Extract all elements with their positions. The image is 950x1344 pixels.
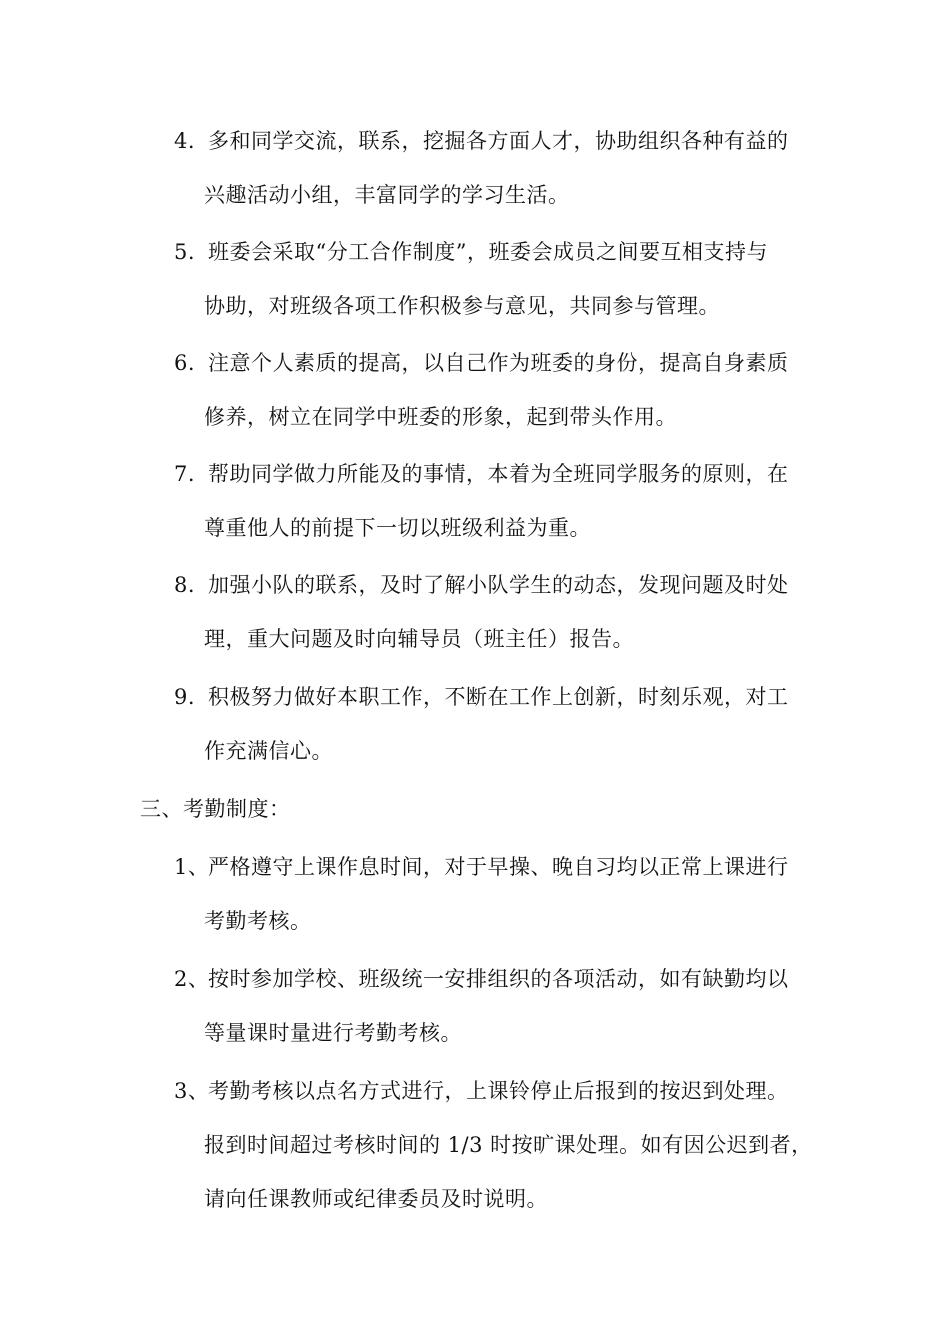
list-item-continuation: 等量课时量进行考勤考核。 bbox=[204, 1021, 462, 1045]
list-item-text: 积极努力做好本职工作，不断在工作上创新，时刻乐观，对工 bbox=[208, 685, 789, 709]
list-item-text: 加强小队的联系，及时了解小队学生的动态，发现问题及时处 bbox=[208, 573, 789, 597]
list-item-continuation: 作充满信心。 bbox=[204, 739, 333, 763]
list-item-line bbox=[174, 126, 789, 156]
list-item-continuation: 报到时间超过考核时间的 1/3 时按旷课处理。如有因公迟到者， bbox=[204, 1133, 813, 1157]
list-item-number: 3、 bbox=[174, 1079, 210, 1103]
list-item-line bbox=[174, 1076, 789, 1106]
list-item-text: 考勤考核以点名方式进行，上课铃停止后报到的按迟到处理。 bbox=[208, 1079, 789, 1103]
list-item-continuation: 协助，对班级各项工作积极参与意见，共同参与管理。 bbox=[204, 294, 720, 318]
list-item-number: 1、 bbox=[174, 855, 210, 879]
list-item-text: 注意个人素质的提高，以自己作为班委的身份，提高自身素质 bbox=[208, 351, 789, 375]
list-item-continuation: 理，重大问题及时向辅导员（班主任）报告。 bbox=[204, 627, 634, 651]
list-item-continuation: 考勤考核。 bbox=[204, 909, 312, 933]
section-heading: 三、考勤制度： bbox=[140, 797, 291, 821]
list-item-number: 7. bbox=[174, 462, 196, 486]
list-item-number: 5. bbox=[174, 240, 196, 264]
list-item-number: 6. bbox=[174, 351, 196, 375]
list-item-line bbox=[174, 459, 789, 489]
list-item-continuation: 修养，树立在同学中班委的形象，起到带头作用。 bbox=[204, 405, 677, 429]
list-item-line bbox=[174, 348, 789, 378]
list-item-number: 2、 bbox=[174, 967, 210, 991]
list-item-text: 帮助同学做力所能及的事情，本着为全班同学服务的原则，在 bbox=[208, 462, 789, 486]
list-item-line bbox=[174, 852, 789, 882]
list-item-line bbox=[174, 682, 789, 712]
list-item-line bbox=[174, 237, 768, 267]
list-item-number: 4. bbox=[174, 129, 196, 153]
list-item-continuation: 兴趣活动小组，丰富同学的学习生活。 bbox=[204, 183, 570, 207]
list-item-text: 多和同学交流，联系，挖掘各方面人才，协助组织各种有益的 bbox=[208, 129, 789, 153]
list-item-line bbox=[174, 570, 789, 600]
list-item-text: 班委会采取“分工合作制度”，班委会成员之间要互相支持与 bbox=[208, 240, 768, 264]
list-item-line bbox=[174, 964, 789, 994]
list-item-continuation: 请向任课教师或纪律委员及时说明。 bbox=[204, 1187, 548, 1211]
list-item-text: 按时参加学校、班级统一安排组织的各项活动，如有缺勤均以 bbox=[208, 967, 789, 991]
list-item-number: 8. bbox=[174, 573, 196, 597]
list-item-continuation: 尊重他人的前提下一切以班级利益为重。 bbox=[204, 516, 591, 540]
list-item-text: 严格遵守上课作息时间，对于早操、晚自习均以正常上课进行 bbox=[208, 855, 789, 879]
list-item-number: 9. bbox=[174, 685, 196, 709]
